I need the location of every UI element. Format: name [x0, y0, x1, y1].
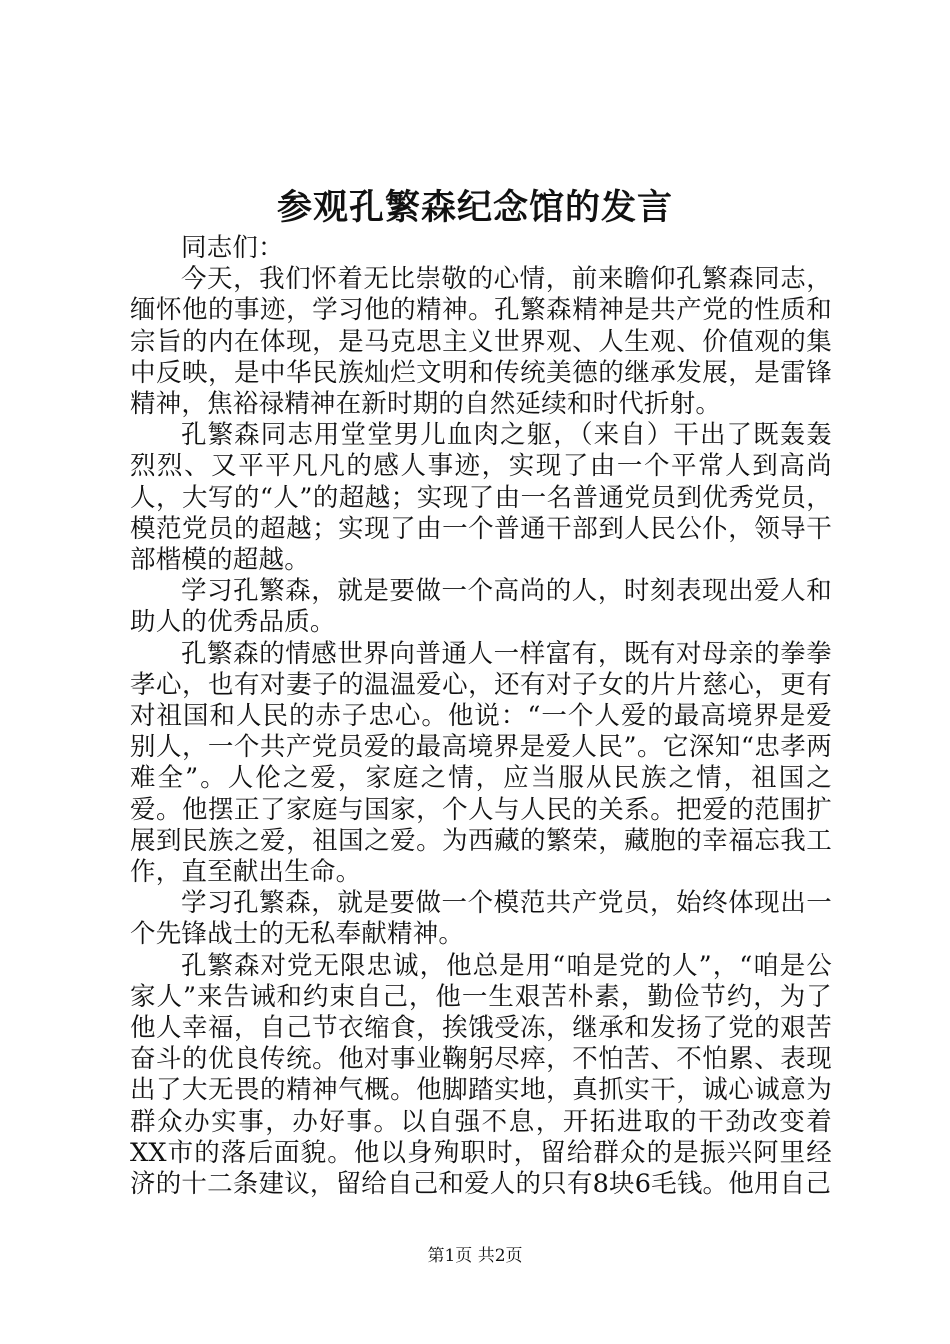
- body-paragraph: 孔繁森同志用堂堂男儿血肉之躯，（来自）干出了既轰轰烈烈、又平平凡凡的感人事迹，实现了由一个平常人到高尚人，大写的“人”的超越；实现了由一名普通党员到优秀党员，模范党员的超越；实现了由一个普通干部到人民公仆，领导干部楷模的超越。: [130, 420, 832, 576]
- page-footer: 第1页 共2页: [427, 1246, 523, 1266]
- document-title: 参观孔繁森纪念馆的发言: [276, 187, 673, 228]
- document-body: [130, 233, 832, 1200]
- salutation-paragraph: 同志们：: [181, 233, 284, 263]
- body-paragraph: 学习孔繁森，就是要做一个高尚的人，时刻表现出爱人和助人的优秀品质。: [130, 576, 832, 638]
- body-paragraph: 孔繁森的情感世界向普通人一样富有，既有对母亲的拳拳孝心，也有对妻子的温温爱心，还有对子女的片片慈心，更有对祖国和人民的赤子忠心。他说：“一个人爱的最高境界是爱别人，一个共产党员爱的最高境界是爱人民”。它深知“忠孝两难全”。人伦之爱，家庭之情，应当服从民族之情，祖国之爱。他摆正了家庭与国家，个人与人民的关系。把爱的范围扩展到民族之爱，祖国之爱。为西藏的繁荣，藏胞的幸福忘我工作，直至献出生命。: [130, 638, 832, 888]
- body-paragraph: 孔繁森对党无限忠诚，他总是用“咱是党的人”，“咱是公家人”来告诫和约束自己，他一生艰苦朴素，勤俭节约，为了他人幸福，自己节衣缩食，挨饿受冻，继承和发扬了党的艰苦奋斗的优良传统。他对事业鞠躬尽瘁，不怕苦、不怕累、表现出了大无畏的精神气概。他脚踏实地，真抓实干，诚心诚意为群众办实事，办好事。以自强不息，开拓进取的干劲改变着XX市的落后面貌。他以身殉职时，留给群众的是振兴阿里经济的十二条建议，留给自己和爱人的只有8块6毛钱。他用自己: [130, 950, 832, 1200]
- body-paragraph: 今天，我们怀着无比崇敬的心情，前来瞻仰孔繁森同志，缅怀他的事迹，学习他的精神。孔繁森精神是共产党的性质和宗旨的内在体现，是马克思主义世界观、人生观、价值观的集中反映，是中华民族灿烂文明和传统美德的继承发展，是雷锋精神，焦裕禄精神在新时期的自然延续和时代折射。: [130, 264, 832, 420]
- body-paragraph: 学习孔繁森，就是要做一个模范共产党员，始终体现出一个先锋战士的无私奉献精神。: [130, 888, 832, 950]
